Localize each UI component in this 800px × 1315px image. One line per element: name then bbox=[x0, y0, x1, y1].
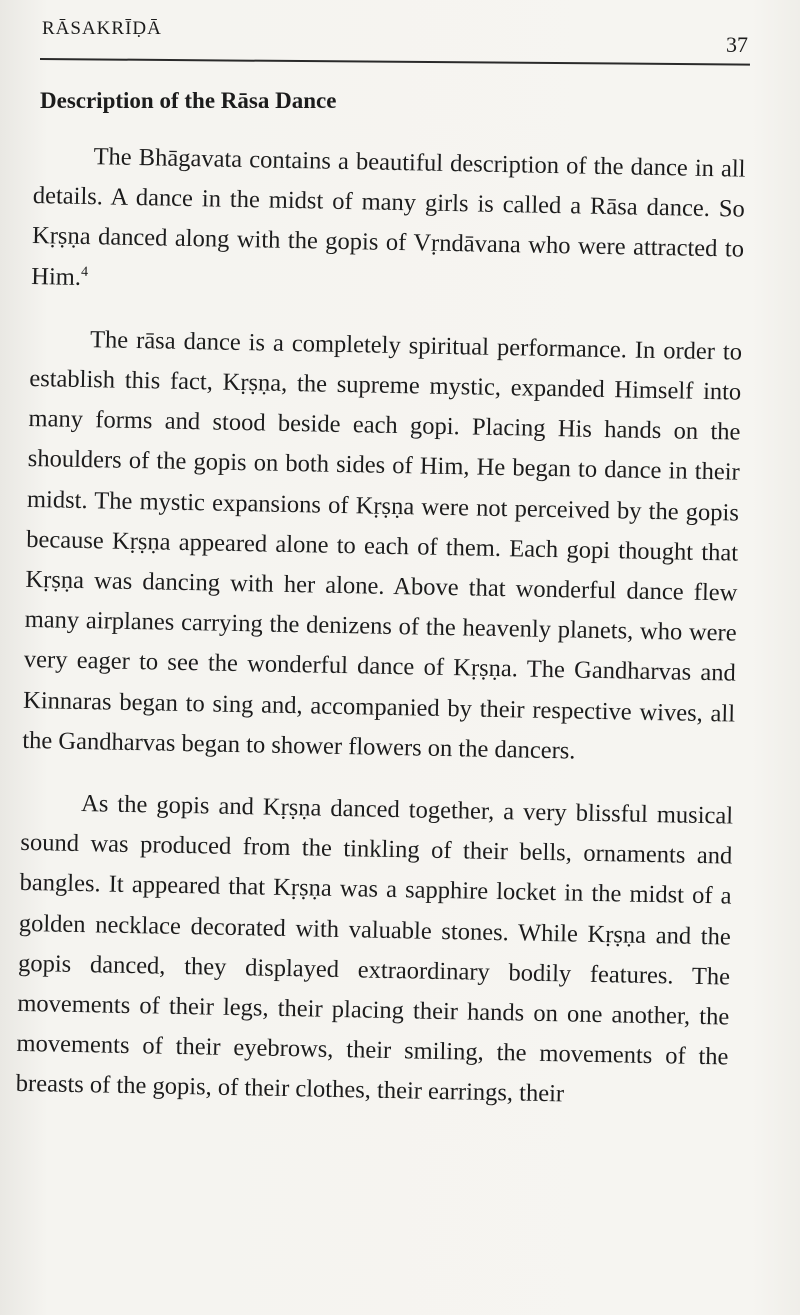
body-text bbox=[15, 136, 745, 1118]
paragraph-1-text: The Bhāgavata contains a beautiful description of the dance in all details. A dance in the midst of many girls is called a Rāsa dance. So Kṛṣṇa danced along with the gopis of Vṛndāvana who were attracted to Him. bbox=[31, 143, 746, 291]
page-number: 37 bbox=[726, 32, 748, 57]
footnote-reference: 4 bbox=[80, 264, 89, 280]
paragraph-2: The rāsa dance is a completely spiritual performance. In order to establish this fact, Kṛṣṇa, the supreme mystic, expanded Himself into many forms and stood beside each gopi. Placing His hands on the shoulders of the gopis on both sides of Him, He began to dance in their midst. The mystic expansions of Kṛṣṇa were not perceived by the gopis because Kṛṣṇa appeared alone to each of them. Each gopi thought that Kṛṣṇa was dancing with her alone. Above that wonderful dance flew many airplanes carrying the denizens of the heavenly planets, who were very eager to see the wonderful dance of Kṛṣṇa. The Gandharvas and Kinnaras began to sing and, accompanied by their respective wives, all the Gandharvas began to shower flowers on the dancers. bbox=[22, 325, 743, 765]
paragraph-3: As the gopis and Kṛṣṇa danced together, a very blissful musical sound was produced from the tinkling of their bells, ornaments and bangles. It appeared that Kṛṣṇa was a sapphire locket in the midst of a golden necklace decorated with valuable stones. While Kṛṣṇa and the gopis danced, they displayed extraordinary bodily features. The movements of their legs, their placing their hands on one another, the movements of their eyebrows, their smiling, the movements of the breasts of the gopis, of their clothes, their earrings, their bbox=[15, 790, 734, 1108]
section-heading: Description of the Rāsa Dance bbox=[40, 88, 337, 113]
paragraph-1 bbox=[31, 136, 746, 310]
running-head: RĀSAKRĪḌĀ bbox=[42, 18, 162, 39]
header-rule bbox=[40, 58, 750, 66]
